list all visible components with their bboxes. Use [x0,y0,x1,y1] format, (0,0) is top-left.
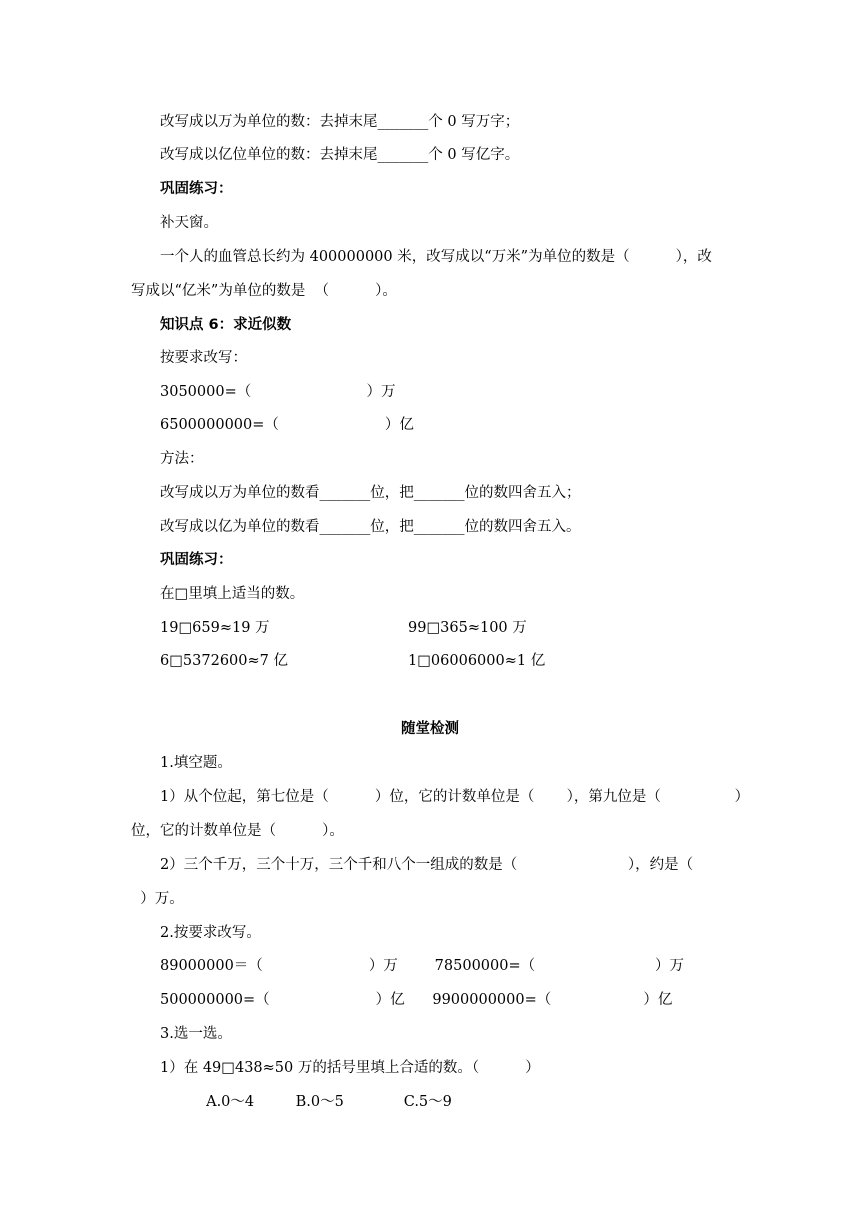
text-line: 按要求改写： [160,350,247,366]
text-line: 改写成以万为单位的数：去掉末尾_______个 0 写万字； [160,114,520,130]
section-heading: 知识点 6：求近似数 [160,317,292,333]
text-line: 1.填空题。 [160,755,232,771]
section-heading: 巩固练习： [160,552,233,568]
section-heading: 巩固练习： [160,181,233,197]
text-line: 19□659≈19 万 [160,620,270,636]
text-line: 99□365≈100 万 [408,620,527,636]
text-line: A.0～4 B.0～5 C.5～9 [160,1094,452,1110]
text-line: 写成以“亿米”为单位的数是 （ ）。 [131,283,397,299]
text-line: 6□5372600≈7 亿 [160,653,288,669]
text-line: ）万。 [131,891,184,907]
text-line: 1□06006000≈1 亿 [408,653,546,669]
text-line: 1）在 49□438≈50 万的括号里填上合适的数。（ ） [160,1060,540,1076]
text-line: 89000000＝（ ）万 78500000=（ ）万 [160,958,684,974]
text-line: 在□里填上适当的数。 [160,586,305,602]
text-line: 3.选一选。 [160,1026,232,1042]
page-title: 随堂检测 [401,721,459,737]
text-line: 改写成以万为单位的数看_______位，把_______位的数四舍五入； [160,485,581,501]
text-line: 3050000=（ ）万 [160,384,396,400]
text-line: 500000000=（ ）亿 9900000000=（ ）亿 [160,992,673,1008]
text-line: 2.按要求改写。 [160,925,261,941]
text-line: 位，它的计数单位是（ ）。 [131,823,344,839]
text-line: 一个人的血管总长约为 400000000 米，改写成以“万米”为单位的数是（ ），改 [160,249,712,265]
text-line: 改写成以亿为单位的数看_______位，把_______位的数四舍五入。 [160,519,581,535]
text-line: 6500000000=（ ）亿 [160,417,414,433]
text-line: 改写成以亿位单位的数：去掉末尾_______个 0 写亿字。 [160,147,520,163]
text-line: 1）从个位起，第七位是（ ）位，它的计数单位是（ ），第九位是（ ） [160,789,750,805]
text-line: 2）三个千万，三个十万，三个千和八个一组成的数是（ ），约是（ [160,857,694,873]
text-line: 方法： [160,451,204,467]
text-line: 补天窗。 [160,215,218,231]
